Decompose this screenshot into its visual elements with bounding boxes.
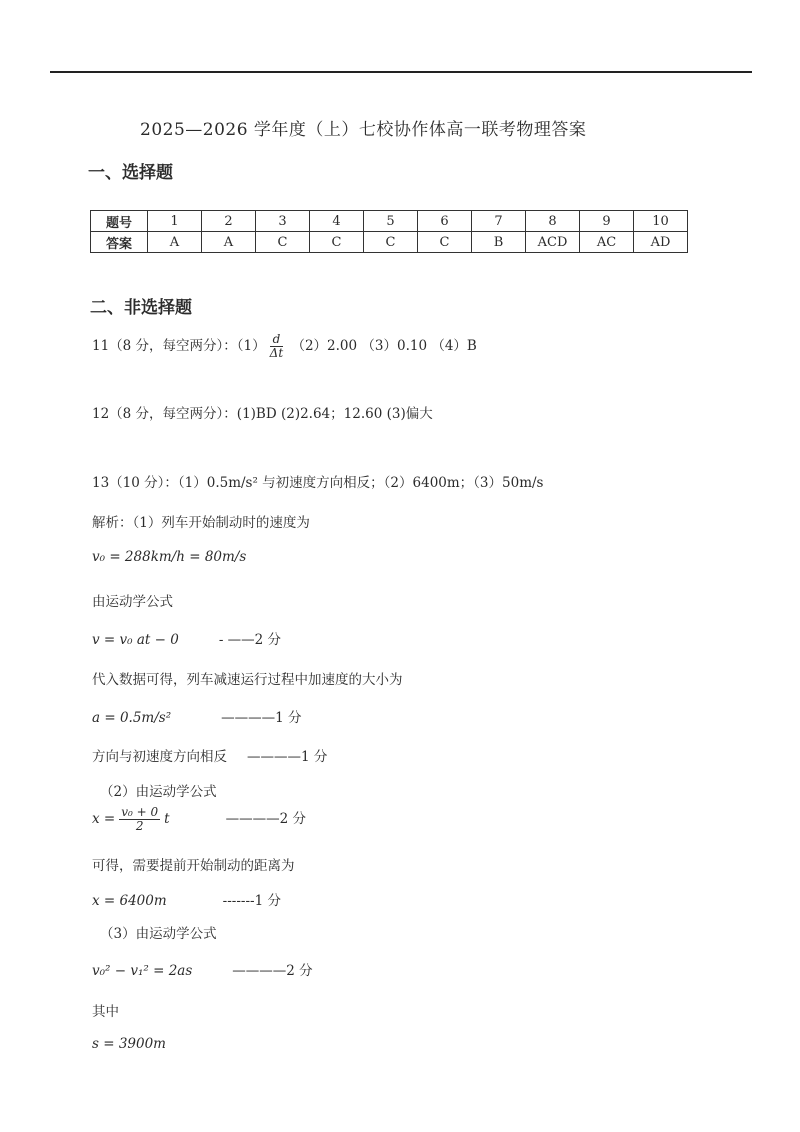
table-cell: 4 bbox=[310, 211, 364, 232]
row-label-number: 题号 bbox=[91, 211, 148, 232]
table-cell: B bbox=[472, 232, 526, 253]
solution-line: 其中 bbox=[92, 1004, 119, 1020]
score-mark: ————1 分 bbox=[247, 749, 328, 765]
solution-line: 由运动学公式 bbox=[92, 594, 173, 610]
score-mark: ————2 分 bbox=[232, 963, 313, 979]
table-cell: 7 bbox=[472, 211, 526, 232]
table-cell: A bbox=[148, 232, 202, 253]
answer-q13: 13（10 分）：（1）0.5m/s² 与初速度方向相反；（2）6400m；（3）50m/s bbox=[92, 475, 544, 491]
table-cell: ACD bbox=[526, 232, 580, 253]
row-label-answer: 答案 bbox=[91, 232, 148, 253]
solution-line: 解析：（1）列车开始制动时的速度为 bbox=[92, 515, 310, 531]
q11-frac-num: d bbox=[270, 333, 284, 347]
table-cell: 9 bbox=[580, 211, 634, 232]
solution-equation-row bbox=[92, 959, 313, 979]
solution-equation: s = 3900m bbox=[92, 1036, 166, 1052]
table-cell: 1 bbox=[148, 211, 202, 232]
table-cell: C bbox=[364, 232, 418, 253]
solution-line-row bbox=[92, 745, 327, 765]
q11-prefix: 11（8 分，每空两分）：（1） bbox=[92, 338, 266, 355]
section-heading-choice: 一、选择题 bbox=[88, 163, 173, 183]
q11-fraction bbox=[270, 333, 284, 360]
solution-equation-row bbox=[92, 889, 281, 909]
solution-equation-row bbox=[92, 706, 302, 726]
table-cell: AC bbox=[580, 232, 634, 253]
table-cell: A bbox=[202, 232, 256, 253]
table-cell: 8 bbox=[526, 211, 580, 232]
solution-equation-row bbox=[92, 628, 281, 648]
table-cell: 10 bbox=[634, 211, 688, 232]
answer-table bbox=[90, 210, 688, 253]
score-mark: - ——2 分 bbox=[218, 632, 282, 648]
equation-var: t bbox=[164, 811, 170, 828]
page-title: 2025—2026 学年度（上）七校协作体高一联考物理答案 bbox=[140, 120, 587, 140]
solution-text: 方向与初速度方向相反 bbox=[92, 749, 227, 765]
table-row bbox=[91, 232, 688, 253]
table-cell: 3 bbox=[256, 211, 310, 232]
table-cell: 6 bbox=[418, 211, 472, 232]
section-heading-nonchoice: 二、非选择题 bbox=[90, 298, 192, 318]
equation: x = 6400m bbox=[92, 893, 167, 909]
table-cell: C bbox=[418, 232, 472, 253]
fraction bbox=[119, 806, 160, 833]
score-mark: ————1 分 bbox=[221, 710, 302, 726]
equation: a = 0.5m/s² bbox=[92, 710, 172, 726]
solution-line: 代入数据可得，列车减速运行过程中加速度的大小为 bbox=[92, 672, 403, 688]
q11-rest: （2）2.00 （3）0.10 （4）B bbox=[291, 338, 477, 355]
table-row bbox=[91, 211, 688, 232]
score-mark: -------1 分 bbox=[222, 893, 281, 909]
solution-line: （2）由运动学公式 bbox=[100, 784, 217, 800]
equation: v₀² − v₁² = 2as bbox=[92, 963, 193, 979]
answer-q11 bbox=[92, 333, 477, 360]
equation-lhs: x = bbox=[92, 811, 116, 828]
solution-equation-row bbox=[92, 806, 306, 833]
table-cell: C bbox=[256, 232, 310, 253]
table-cell: 5 bbox=[364, 211, 418, 232]
top-rule bbox=[50, 71, 752, 73]
solution-equation: v₀ = 288km/h = 80m/s bbox=[92, 549, 247, 565]
solution-line: 可得，需要提前开始制动的距离为 bbox=[92, 858, 295, 874]
q11-frac-den: Δt bbox=[269, 346, 284, 361]
fraction-num: v₀ + 0 bbox=[121, 805, 159, 819]
table-cell: 2 bbox=[202, 211, 256, 232]
answer-q12: 12（8 分，每空两分）：(1)BD (2)2.64；12.60 (3)偏大 bbox=[92, 406, 433, 422]
fraction-den: 2 bbox=[135, 819, 144, 834]
equation: v = v₀ at − 0 bbox=[92, 632, 179, 648]
score-mark: ————2 分 bbox=[225, 811, 306, 828]
table-cell: C bbox=[310, 232, 364, 253]
solution-line: （3）由运动学公式 bbox=[100, 926, 217, 942]
table-cell: AD bbox=[634, 232, 688, 253]
